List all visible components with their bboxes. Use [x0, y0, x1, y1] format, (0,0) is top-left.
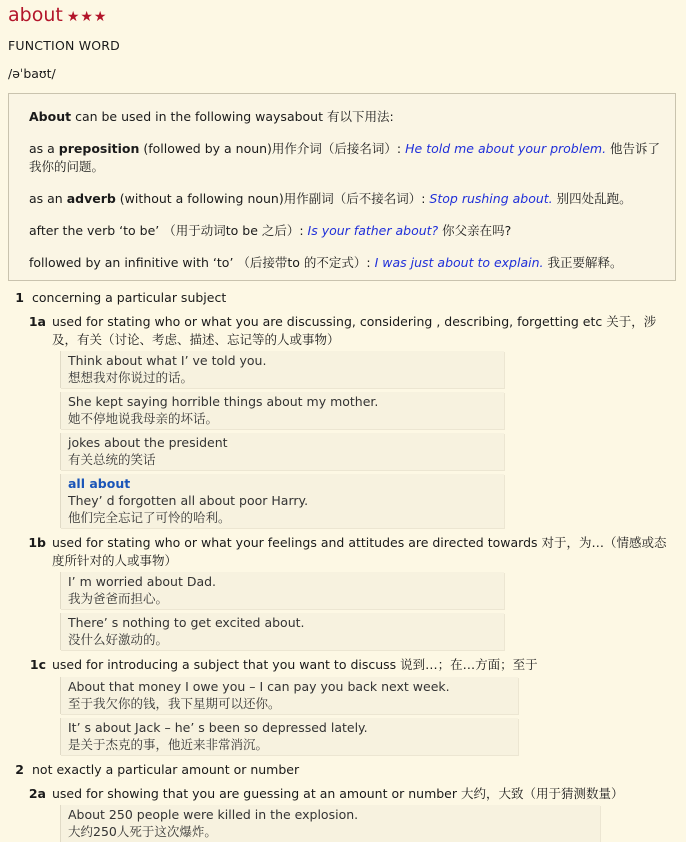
example-chinese: 至于我欠你的钱，我下星期可以还你。 — [68, 695, 281, 711]
usage-translation: 他告诉了我你的问题。 — [29, 141, 661, 174]
subsense-definition: used for showing that you are guessing at an amount or number 大约，大致（用于猜测数量） — [52, 785, 624, 801]
subsense-number: 1b — [28, 535, 46, 550]
example-chinese: 她不停地说我母亲的坏话。 — [68, 411, 219, 426]
usage-item — [29, 140, 665, 176]
usage-note-box — [8, 93, 676, 281]
frequency-stars-icon: ★★★ — [66, 9, 108, 25]
example-english: jokes about the president — [68, 435, 228, 450]
usage-item-pre: after the verb ‘to be’ （用于动词to be 之后）: — [29, 223, 308, 238]
sense-definition: not exactly a particular amount or number — [32, 761, 300, 777]
example-english: It’ s about Jack – he’ s been so depressed lately. — [68, 719, 368, 735]
sense-number: 2 — [15, 761, 24, 777]
subsense-definition: used for introducing a subject that you want to discuss 说到…；在…方面；至于 — [52, 657, 538, 672]
usage-intro — [29, 108, 665, 126]
example-box — [60, 433, 504, 470]
usage-item-pre: as an — [29, 191, 67, 206]
usage-translation: 我正要解释。 — [543, 255, 623, 270]
pronunciation: /əˈbaʊt/ — [8, 66, 56, 81]
subsense-definition: used for stating who or what you are discussing, considering , describing, forgetting etc 关于，涉及，有关（讨论、考虑、描述、忘记等的人或事物） — [52, 314, 657, 347]
usage-intro-text: can be used in the following waysabout 有以下用法: — [71, 109, 394, 124]
usage-example: Stop rushing about. — [429, 191, 553, 206]
example-english: About 250 people were killed in the explosion. — [68, 807, 359, 822]
example-list — [60, 572, 686, 650]
example-list — [60, 351, 686, 528]
sense — [8, 761, 686, 779]
subsense — [8, 313, 686, 348]
example-english: She kept saying horrible things about my mother. — [68, 394, 379, 409]
example-chinese: 我为爸爸而担心。 — [68, 591, 169, 606]
subsense — [8, 534, 686, 569]
usage-item-post: (followed by a noun)用作介词（后接名词）: — [139, 141, 406, 156]
sense — [8, 289, 686, 307]
example-box — [60, 474, 504, 528]
example-box — [60, 351, 504, 388]
subsense-definition: used for stating who or what your feelings and attitudes are directed towards 对于，为…（情感或态度所针对的人或事物） — [52, 535, 667, 568]
example-english: There’ s nothing to get excited about. — [68, 615, 305, 630]
example-box — [60, 718, 518, 755]
sense-number: 1 — [15, 290, 24, 305]
usage-item-post: (without a following noun)用作副词（后不接名词）: — [115, 191, 430, 206]
part-of-speech: FUNCTION WORD — [8, 38, 121, 53]
example-chinese: 没什么好激动的。 — [68, 632, 169, 647]
example-english: About that money I owe you – I can pay you back next week. — [68, 678, 450, 694]
example-box — [60, 392, 504, 429]
subsense-number: 1c — [29, 657, 46, 672]
example-english: Think about what I’ ve told you. — [68, 353, 267, 368]
example-box — [60, 613, 504, 650]
usage-item-pre: followed by an infinitive with ‘to’ （后接带to 的不定式）: — [29, 255, 375, 270]
usage-item-pre: as a — [29, 141, 59, 156]
example-chinese: 想想我对你说过的话。 — [68, 370, 194, 385]
example-list — [60, 677, 686, 755]
subsense — [8, 656, 686, 674]
entry-header — [8, 4, 686, 26]
usage-item — [29, 190, 665, 208]
usage-translation: 你父亲在吗? — [438, 223, 512, 238]
example-chinese: 是关于杰克的事，他近来非常消沉。 — [68, 736, 269, 752]
usage-example: I was just about to explain. — [374, 255, 544, 270]
usage-item — [29, 222, 665, 240]
subsense-number: 2a — [28, 785, 46, 801]
usage-item — [29, 254, 665, 272]
example-box — [60, 677, 518, 714]
usage-example: He told me about your problem. — [405, 141, 607, 156]
example-box — [60, 572, 504, 609]
usage-item-bold: preposition — [58, 141, 140, 156]
usage-item-bold: adverb — [66, 191, 116, 206]
usage-example: Is your father about? — [307, 223, 439, 238]
example-chinese: 大约250人死于这次爆炸。 — [68, 824, 217, 839]
subsense — [8, 785, 686, 803]
subsense-number: 1a — [28, 314, 46, 329]
sense-definition: concerning a particular subject — [32, 290, 227, 305]
phrase-label: all about — [68, 476, 131, 491]
example-box — [60, 805, 600, 842]
example-chinese: 他们完全忘记了可怜的哈利。 — [68, 510, 231, 525]
example-chinese: 有关总统的笑话 — [68, 452, 156, 467]
example-english: They’ d forgotten all about poor Harry. — [68, 493, 309, 508]
usage-intro-bold: About — [29, 109, 72, 124]
example-list — [60, 805, 686, 842]
usage-translation: 别四处乱跑。 — [552, 191, 632, 206]
example-english: I’ m worried about Dad. — [68, 574, 217, 589]
headword: about — [8, 4, 63, 26]
